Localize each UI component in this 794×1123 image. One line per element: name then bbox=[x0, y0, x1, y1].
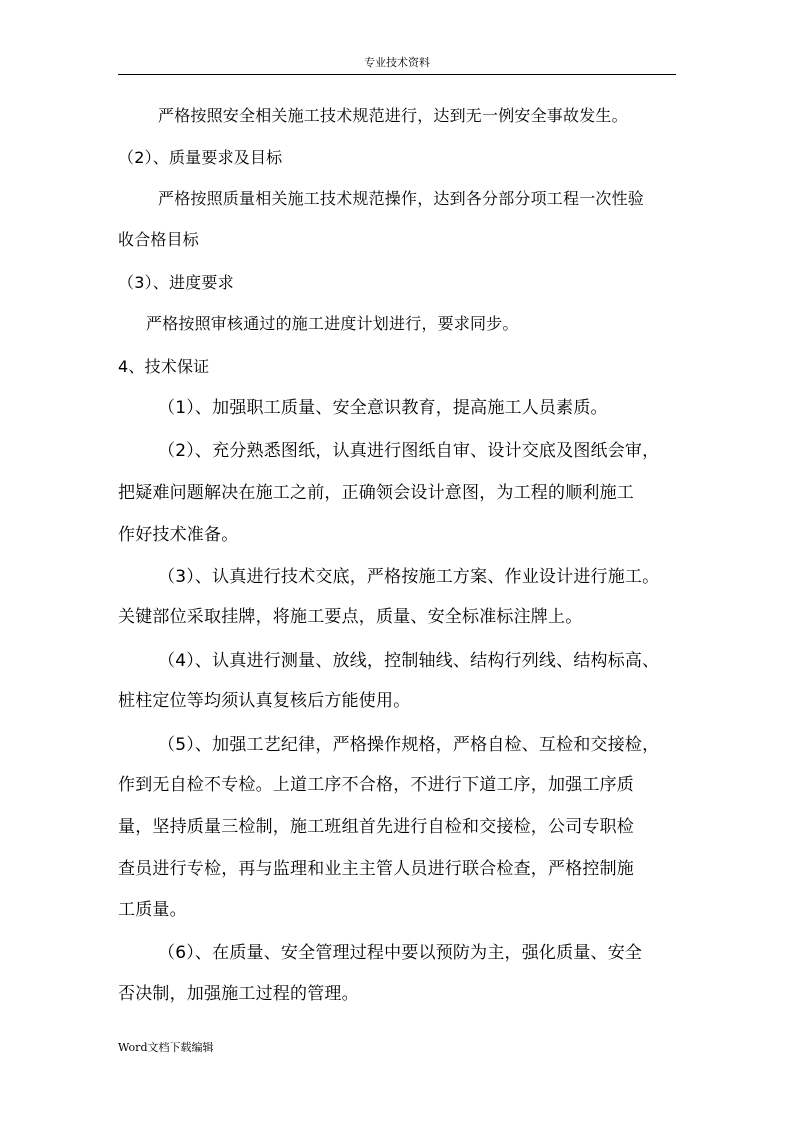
text-line: 查员进行专检，再与监理和业主主管人员进行联合检查，严格控制施 bbox=[118, 859, 634, 879]
text-line: 把疑难问题解决在施工之前，正确领会设计意图，为工程的顺利施工 bbox=[118, 483, 634, 503]
text-line: 关键部位采取挂牌，将施工要点，质量、安全标准标注牌上。 bbox=[118, 607, 583, 627]
text-line: 严格按照质量相关施工技术规范操作，达到各分部分项工程一次性验 bbox=[158, 189, 645, 208]
text-line: 严格按照安全相关施工技术规范进行，达到无一例安全事故发生。 bbox=[158, 106, 628, 125]
text-line: 作好技术准备。 bbox=[118, 525, 239, 545]
text-line: （1）、加强职工质量、安全意识教育，提高施工人员素质。 bbox=[158, 398, 608, 418]
page-header: 专业技术资料 bbox=[364, 56, 430, 69]
text-line: 工质量。 bbox=[118, 900, 187, 920]
text-line: 严格按照审核通过的施工进度计划进行，要求同步。 bbox=[146, 314, 519, 333]
section-heading: （2）、质量要求及目标 bbox=[118, 148, 283, 167]
text-line: （6）、在质量、安全管理过程中要以预防为主，强化质量、安全 bbox=[158, 943, 643, 963]
page-footer: Word文档下载编辑 bbox=[118, 1041, 214, 1054]
text-line: 否决制，加强施工过程的管理。 bbox=[118, 984, 359, 1004]
section-heading: 4、技术保证 bbox=[118, 357, 210, 376]
text-line: 量，坚持质量三检制，施工班组首先进行自检和交接检，公司专职检 bbox=[118, 817, 634, 837]
text-line: （3）、认真进行技术交底，严格按施工方案、作业设计进行施工。 bbox=[158, 567, 660, 587]
section-heading: （3）、进度要求 bbox=[118, 273, 234, 292]
text-line: 桩柱定位等均须认真复核后方能使用。 bbox=[118, 691, 411, 711]
text-line: （4）、认真进行测量、放线，控制轴线、结构行列线、结构标高、 bbox=[158, 651, 660, 671]
header-divider bbox=[118, 74, 676, 75]
text-line: 收合格目标 bbox=[118, 230, 200, 249]
text-line: （2）、充分熟悉图纸，认真进行图纸自审、设计交底及图纸会审， bbox=[158, 441, 660, 461]
text-line: 作到无自检不专检。上道工序不合格，不进行下道工序，加强工序质 bbox=[118, 775, 634, 795]
text-line: （5）、加强工艺纪律，严格操作规格，严格自检、互检和交接检， bbox=[158, 735, 660, 755]
